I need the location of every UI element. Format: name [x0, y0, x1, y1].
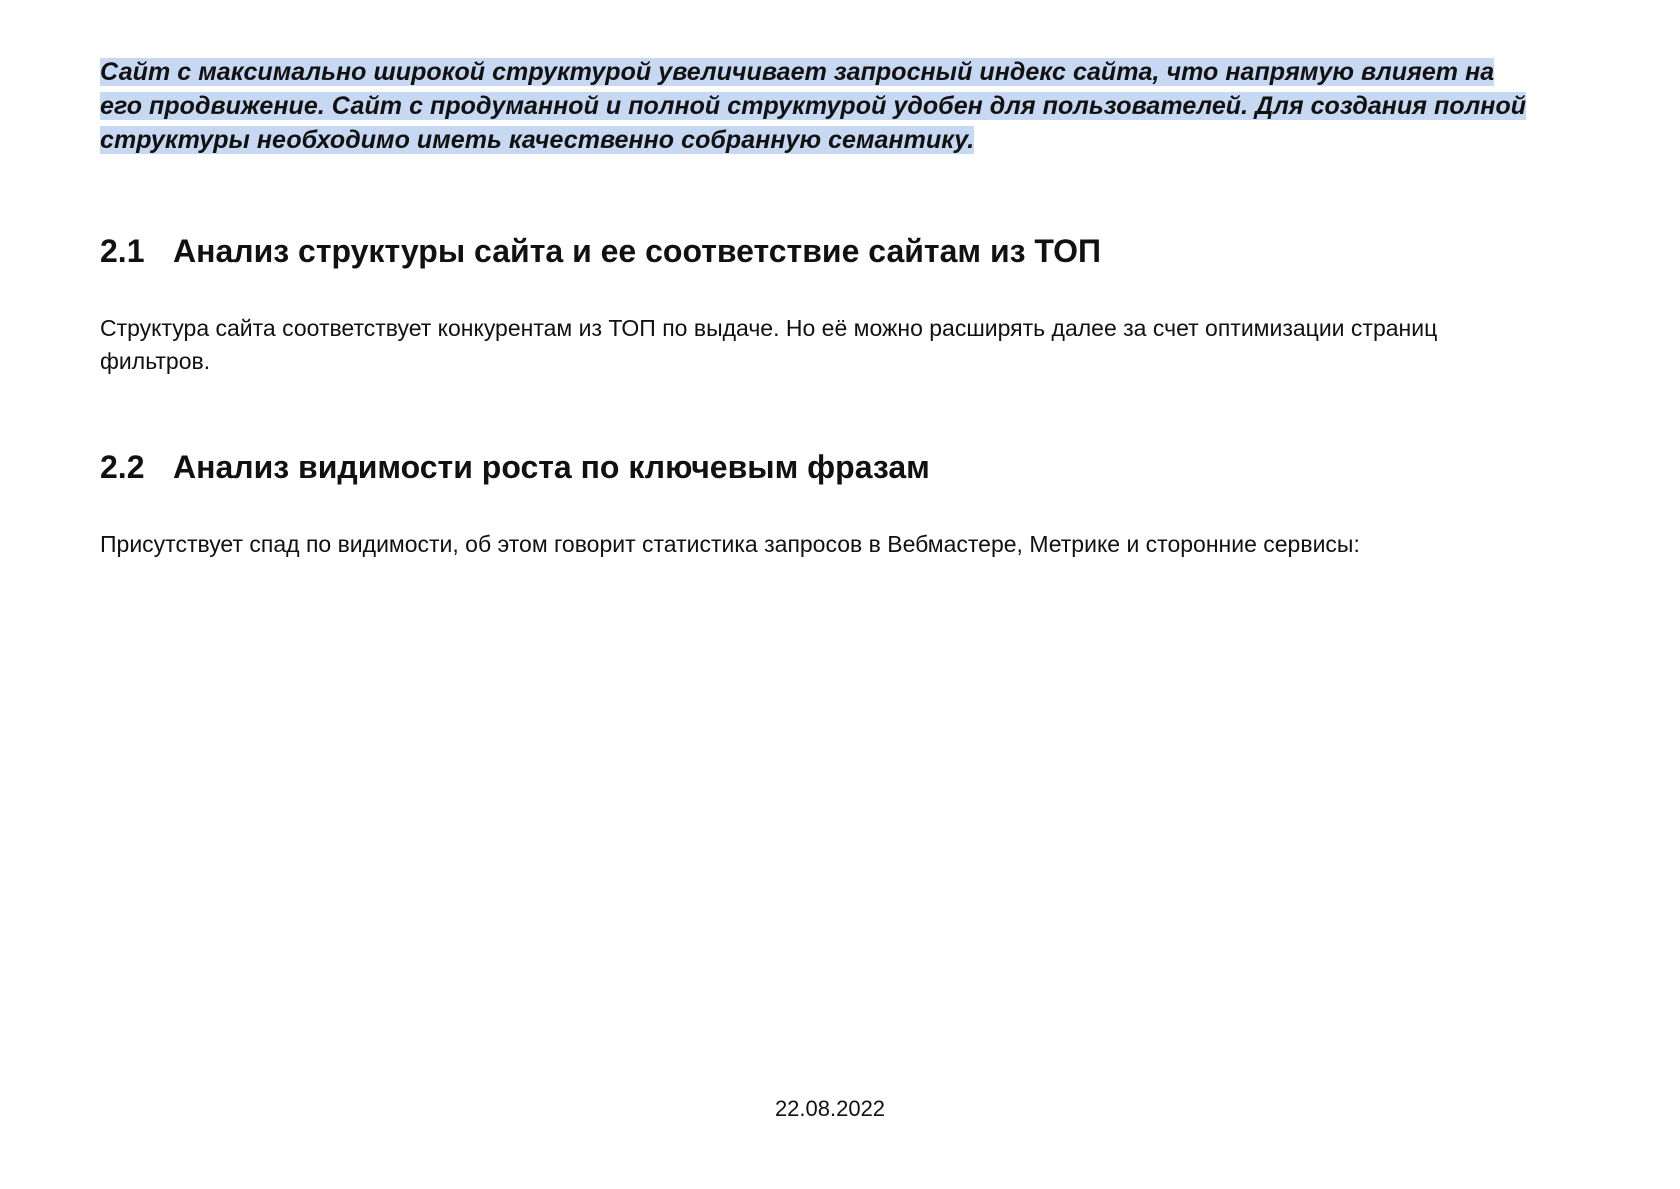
section-number: 2.1	[100, 233, 145, 269]
section-heading-2-1	[100, 231, 1101, 271]
section-body-2-1: Структура сайта соответствует конкурентам из ТОП по выдаче. Но её можно расширять далее за счет оптимизации страниц фильтров.	[100, 315, 1438, 374]
section-title: Анализ структуры сайта и ее соответствие сайтам из ТОП	[173, 233, 1102, 269]
section-title: Анализ видимости роста по ключевым фразам	[173, 449, 930, 485]
footer-date: 22.08.2022	[774, 1096, 886, 1121]
section-body-2-2: Присутствует спад по видимости, об этом говорит статистика запросов в Вебмастере, Метрике и сторонние сервисы:	[100, 531, 1360, 557]
section-number: 2.2	[100, 449, 145, 485]
intro-highlighted-text: Сайт с максимально широкой структурой увеличивает запросный индекс сайта, что напрямую влияет на его продвижение. Сайт с продуманной и полной структурой удобен для пользователей. Для создания полной структуры необходимо иметь качественно собранную семантику.	[100, 58, 1527, 154]
intro-paragraph[interactable]	[100, 55, 1530, 157]
section-heading-2-2	[100, 447, 930, 487]
